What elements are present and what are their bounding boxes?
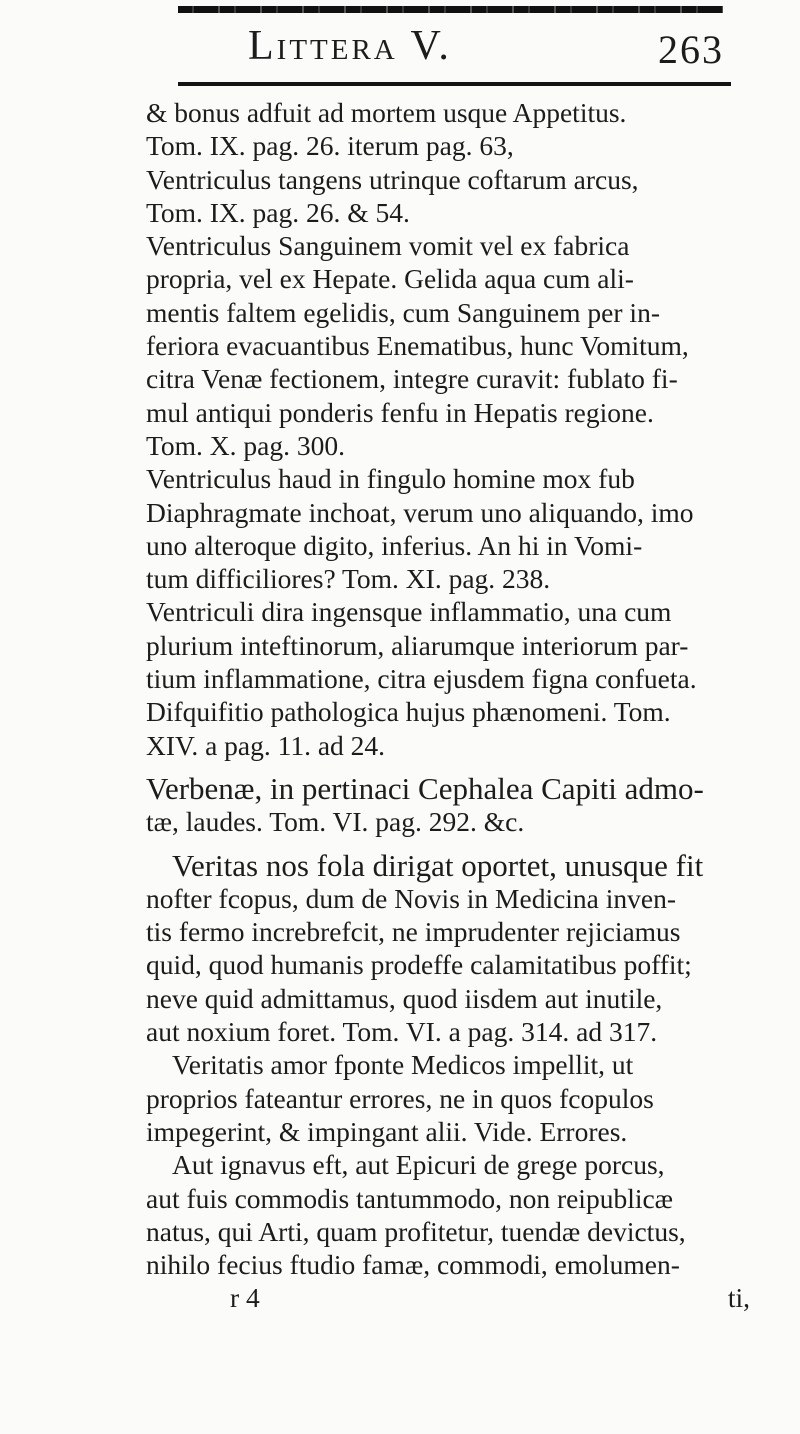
text-line: feriora evacuantibus Enematibus, hunc Vomitum,: [146, 330, 689, 362]
text-line: Ventriculi dira ingensque inflammatio, una cum: [146, 596, 672, 628]
text-line: Ventriculus Sanguinem vomit vel ex fabrica: [146, 230, 630, 262]
text-line: tum difficiliores? Tom. XI. pag. 238.: [146, 563, 551, 595]
text-line: aut fuis commodis tantummodo, non reipublicæ: [146, 1182, 674, 1214]
text-line: tium inflammatione, citra ejusdem figna confueta.: [146, 663, 697, 695]
text-line: proprios fateantur errores, ne in quos fcopulos: [146, 1082, 654, 1114]
text-line: quid, quod humanis prodeffe calamitatibus poffit;: [146, 949, 692, 981]
text-line: Tom. IX. pag. 26. & 54.: [146, 196, 410, 228]
text-line: mul antiqui ponderis fenfu in Hepatis regione.: [146, 396, 654, 428]
text-line: Veritatis amor fponte Medicos impellit, ut: [172, 1049, 634, 1081]
text-line: plurium inteftinorum, aliarumque interiorum par-: [146, 629, 689, 661]
text-line: Veritas nos fola dirigat oportet, unusque fit: [172, 847, 704, 883]
text-line: uno alteroque digito, inferius. An hi in Vomi-: [146, 529, 643, 561]
text-line: Verbenæ, in pertinaci Cephalea Capiti admo-: [146, 770, 704, 806]
catchword: ti,: [727, 1282, 750, 1314]
text-line: citra Venæ fectionem, integre curavit: fublato fi-: [146, 363, 678, 395]
text-line: Tom. X. pag. 300.: [146, 429, 345, 461]
page-header: [248, 22, 728, 82]
text-line: propria, vel ex Hepate. Gelida aqua cum ali-: [146, 263, 634, 295]
page-number: 263: [658, 27, 724, 72]
text-line: nofter fcopus, dum de Novis in Medicina inven-: [146, 882, 677, 914]
text-line: Difquifitio pathologica hujus phænomeni. Tom.: [146, 696, 671, 728]
text-line: & bonus adfuit ad mortem usque Appetitus.: [146, 97, 627, 128]
text-line: tis fermo increbrefcit, ne imprudenter rejiciamus: [146, 916, 681, 948]
text-line: Diaphragmate inchoat, verum uno aliquando, imo: [146, 496, 694, 528]
text-line: impegerint, & impingant alii. Vide. Errores.: [146, 1115, 628, 1147]
footer-line: [146, 1281, 750, 1314]
text-line: tæ, laudes. Tom. VI. pag. 292. &c.: [146, 806, 525, 838]
text-line: neve quid admittamus, quod iisdem aut inutile,: [146, 982, 663, 1014]
signature-mark: r 4: [230, 1282, 260, 1314]
text-line: aut noxium foret. Tom. VI. a pag. 314. ad 317.: [146, 1016, 658, 1048]
text-line: natus, qui Arti, quam profitetur, tuendæ devictus,: [146, 1215, 686, 1247]
text-line: mentis faltem egelidis, cum Sanguinem per in-: [146, 296, 660, 328]
text-line: Ventriculus tangens utrinque coftarum arcus,: [146, 163, 639, 195]
text-line: XIV. a pag. 11. ad 24.: [146, 729, 386, 761]
text-line: Aut ignavus eft, aut Epicuri de grege porcus,: [172, 1149, 665, 1181]
body-text: [146, 96, 766, 1315]
text-line: Ventriculus haud in fingulo homine mox fub: [146, 463, 635, 495]
text-line: nihilo fecius ftudio famæ, commodi, emolumen-: [146, 1249, 680, 1281]
header-rule: [178, 82, 731, 86]
running-title: Littera V.: [248, 23, 452, 69]
text-line: Tom. IX. pag. 26. iterum pag. 63,: [146, 130, 514, 162]
top-ornament-rule: [178, 6, 723, 13]
